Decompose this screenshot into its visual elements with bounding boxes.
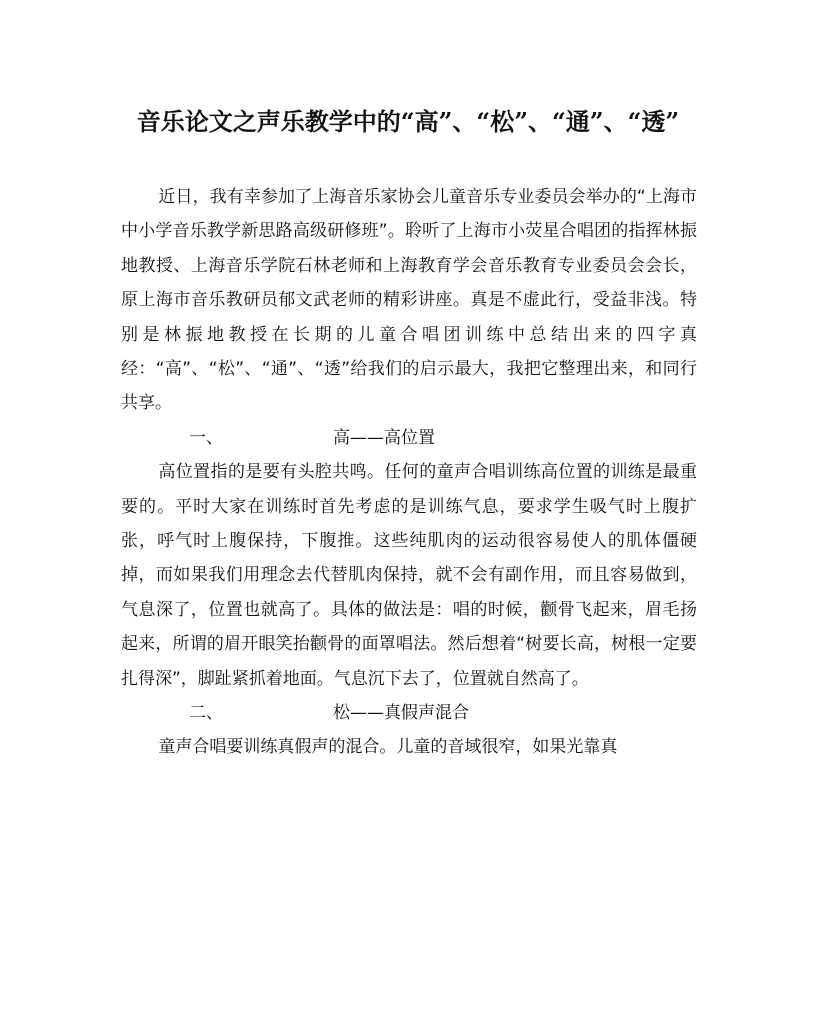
section-paragraph-1: 高位置指的是要有头腔共鸣。任何的童声合唱训练高位置的训练是最重要的。平时大家在训练时首先考虑的是训练气息，要求学生吸气时上腹扩张，呼气时上腹保持，下腹推。这些纯肌肉的运动很容易使人的肌体僵硬掉，而如果我们用理念去代替肌肉保持，就不会有副作用，而且容易做到，气息深了，位置也就高了。具体的做法是：唱的时候，颧骨飞起来，眉毛扬起来，所谓的眉开眼笑抬颧骨的面罩唱法。然后想着“树要长高，树根一定要扎得深”，脚趾紧抓着地面。气息沉下去了，位置就自然高了。 [121, 462, 697, 689]
section-paragraph-2: 童声合唱要训练真假声的混合。儿童的音域很窄，如果光靠真 [158, 737, 618, 758]
document-body [121, 180, 697, 765]
document-title: 音乐论文之声乐教学中的“高”、“松”、“通”、“透” [136, 107, 680, 136]
section-heading-1 [121, 421, 697, 455]
section-heading-2 [121, 696, 697, 730]
section-title-1: 高——高位置 [333, 427, 435, 448]
section-number-2: 二、 [189, 703, 223, 724]
intro-paragraph: 近日，我有幸参加了上海音乐家协会儿童音乐专业委员会举办的“上海市中小学音乐教学新思路高级研修班”。聆听了上海市小荧星合唱团的指挥林振地教授、上海音乐学院石林老师和上海教育学会音乐教育专业委员会会长，原上海市音乐教研员郁文武老师的精彩讲座。真是不虚此行，受益非浅。特别是林振地教授在长期的儿童合唱团训练中总结出来的四字真经：“高”、“松”、“通”、“透”给我们的启示最大，我把它整理出来，和同行共享。 [121, 187, 697, 414]
section-title-2: 松——真假声混合 [333, 703, 469, 724]
section-number-1: 一、 [189, 427, 223, 448]
